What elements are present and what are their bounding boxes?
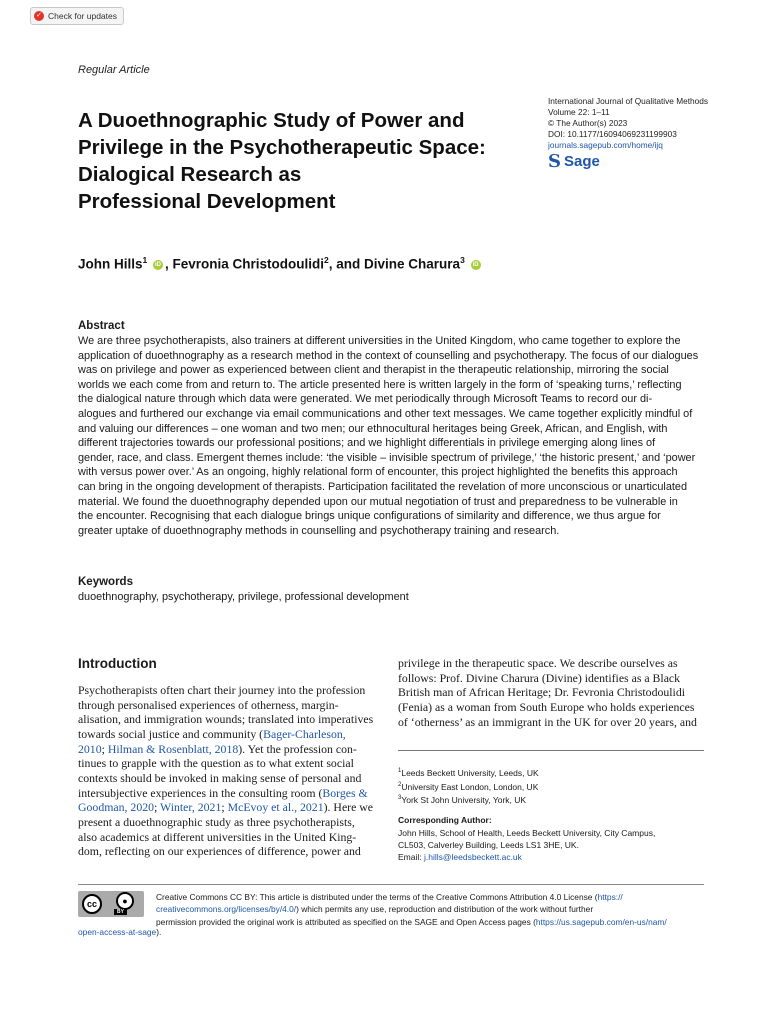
citation-link[interactable]: 2010 [78, 741, 102, 756]
cc-icon: cc [82, 894, 102, 914]
article-type: Regular Article [78, 64, 150, 76]
footnote-divider [398, 750, 704, 751]
citation-link[interactable]: Hilman & Rosenblatt, 2018 [107, 741, 239, 756]
journal-volume: Volume 22: 1–11 [548, 107, 610, 117]
author-name: John Hills [78, 256, 143, 272]
license-link[interactable]: https:// [597, 892, 623, 902]
sage-wordmark: Sage [564, 153, 600, 170]
attribution-person-icon: ● [116, 892, 134, 910]
journal-info [548, 96, 748, 151]
sage-open-access-link[interactable]: open-access-at-sage [78, 927, 157, 937]
journal-link[interactable]: journals.sagepub.com/home/ijq [548, 140, 663, 150]
check-icon: ✓ [34, 11, 44, 21]
introduction-heading: Introduction [78, 656, 157, 671]
author-name: , Fevronia Christodoulidi [165, 256, 325, 272]
introduction-column-right: privilege in the therapeutic space. We describe ourselves as follows: Prof. Divine Charura (Divine) identifies as a Black British man of African Heritage; Dr. Fevronia Christodoulidi (Fenia) as a woman from South Europe who holds experiences of ‘otherness’ as an immigrant in the UK for over 20 years, and [398, 656, 697, 729]
check-for-updates-button[interactable] [30, 7, 124, 25]
author-list: John Hills$^1$ iD , Fevronia Christodoulidi$^2$, and Divine Charura$^3$ iD [78, 255, 479, 272]
by-label: BY [114, 909, 127, 915]
email-link[interactable]: j.hills@leedsbeckett.ac.uk [423, 852, 522, 862]
license-text: Creative Commons CC BY: This article is distributed under the terms of the Creative Commons Attribution 4.0 License (https:// creativecommons.org/licenses/by/4.0/) which permits any use, reproduction and distribution of the work without further permission provided the original work is attributed as specified on the SAGE and Open Access pages (https://us.sagepub.com/en-us/nam/ [156, 892, 667, 927]
license-divider [78, 884, 704, 885]
sage-s-icon: S [548, 151, 561, 172]
citation-link[interactable]: Bager-Charleson, [263, 726, 346, 741]
abstract-heading: Abstract [78, 320, 125, 332]
article-title: A Duoethnographic Study of Power and Privilege in the Psychotherapeutic Space: Dialogical Research as Professional Development [78, 109, 486, 213]
check-for-updates-label: Check for updates [48, 11, 117, 21]
affiliation: $^3$York St John University, York, UK [398, 795, 527, 806]
keywords-heading: Keywords [78, 576, 133, 588]
journal-doi: DOI: 10.1177/16094069231199903 [548, 129, 677, 139]
license-text-end: open-access-at-sage). [78, 927, 162, 937]
license-link[interactable]: creativecommons.org/licenses/by/4.0/ [156, 904, 297, 915]
citation-link[interactable]: Goodman, 2020 [78, 800, 155, 815]
affiliations [398, 766, 539, 807]
sage-open-access-link[interactable]: https://us.sagepub.com/en-us/nam/ [535, 916, 667, 927]
orcid-icon[interactable]: iD [155, 261, 162, 268]
creative-commons-badge[interactable] [78, 891, 144, 917]
affiliation: $^2$University East London, London, UK [398, 781, 539, 792]
citation-link[interactable]: Borges & [322, 785, 368, 800]
journal-copyright: © The Author(s) 2023 [548, 118, 628, 128]
orcid-icon[interactable]: iD [472, 261, 479, 268]
sage-logo [548, 151, 600, 172]
abstract-body: We are three psychotherapists, also trainers at different universities in the United Kingdom, who came together to explore the application of duoethnography as a research method in the context of counselling and psychotherapy. The focus of our dialogues was on privilege and power as experienced between client and therapist in the therapeutic relationship, mirroring the social worlds we each come from and return to. The article presented here is written largely in the form of ‘speaking turns,’ reflecting the dialogical nature through which data were generated. We met periodically through Microsoft Teams to record our di- alogues and furthered our exchange via email communications and other text messages. We came together explicitly mindful of and valuing our differences – one woman and two men; our ethnocultural heritages being Greek, African, and English, with different trajectories towards our professional positions; and we highlight differentials in privilege emerging along lines of gender, race, and class. Emergent themes include: ‘the visible – invisible spectrum of privilege,’ ‘the historic present,’ and ‘power with versus power over.’ As an ongoing, highly relational form of encounter, this project highlighted the benefits this approach can bring in the ongoing development of therapists. Participation facilitated the revelation of more unconscious or unarticulated material. We found the duoethnography depended upon our mutual negotiation of trust and preparedness to be vulnerable in the encounter. Recognising that each dialogue brings unique configurations of similarity and difference, we thus argue for greater uptake of duoethnography methods in counselling and psychotherapy training and research. [78, 335, 699, 537]
affiliation: $^1$Leeds Beckett University, Leeds, UK [398, 767, 539, 778]
corresponding-author: John Hills, School of Health, Leeds Beckett University, City Campus, CL503, Calverley Building, Leeds LS1 3HE, UK. Email: j.hills@leedsbeckett.ac.uk [398, 828, 656, 862]
journal-name: International Journal of Qualitative Methods [548, 96, 709, 106]
citation-link[interactable]: McEvoy et al., 2021 [227, 800, 324, 815]
citation-link[interactable]: Winter, 2021 [160, 800, 222, 815]
introduction-column-left: Psychotherapists often chart their journey into the profession through personalised experiences of otherness, margin- alisation, and immigration wounds; translated into imperatives towards social justice and community (Bager-Charleson, 2010; Hilman & Rosenblatt, 2018). Yet the profession con- tinues to grapple with the question as to what extent social contexts should be invoked in making sense of personal and intersubjective experiences in the consulting room (Borges & Goodman, 2020; Winter, 2021; McEvoy et al., 2021). Here we present a duoethnographic study as three psychotherapists, also academics at different universities in the United King- dom, reflecting on our experiences of difference, power and [78, 683, 374, 859]
corresponding-author-heading: Corresponding Author: [398, 815, 492, 825]
keywords-list: duoethnography, psychotherapy, privilege, professional development [78, 591, 409, 603]
author-name: , and Divine Charura [328, 256, 461, 272]
